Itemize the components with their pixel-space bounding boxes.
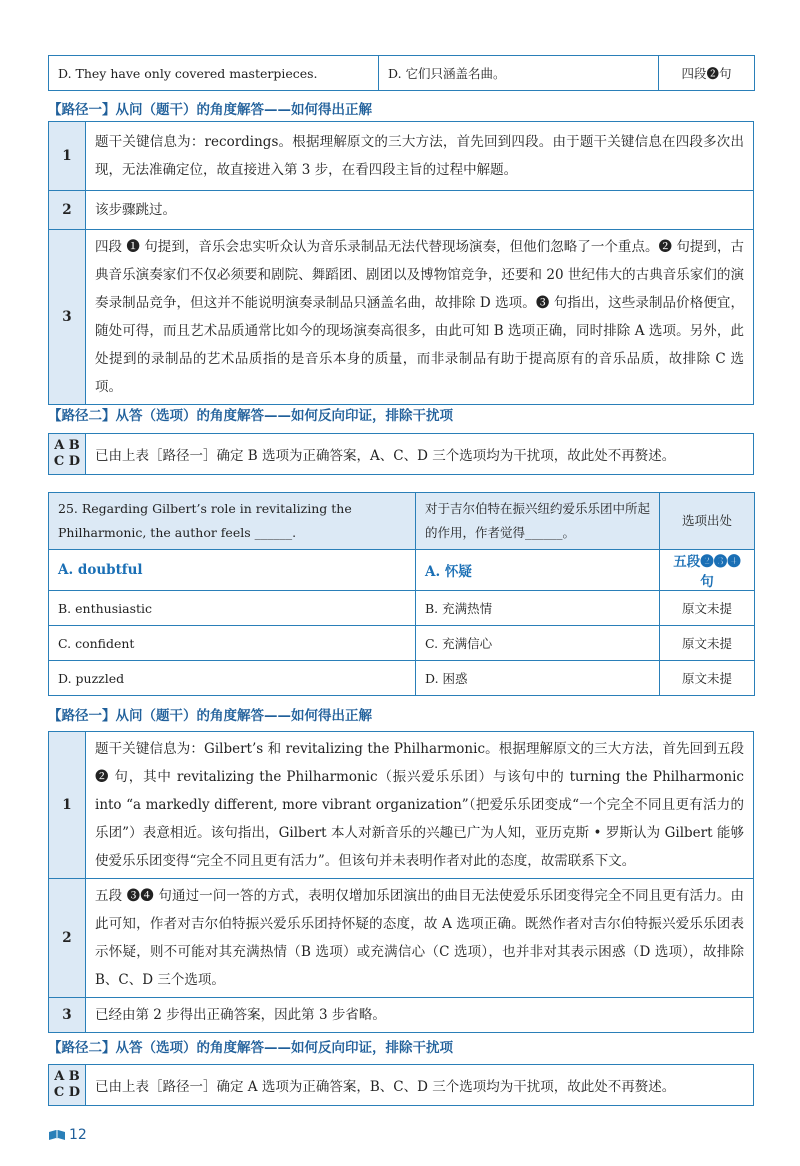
table-row [49, 122, 754, 191]
step-number: 2 [49, 191, 86, 230]
table-row [49, 626, 755, 661]
option-zh: C. 充满信心 [416, 626, 660, 661]
step-number: 1 [49, 732, 86, 879]
abcd-label-top: A B [54, 1069, 80, 1084]
step-number: 1 [49, 122, 86, 191]
page-number [48, 1127, 87, 1143]
option-source: 原文未提 [660, 661, 755, 696]
route2-text: 已由上表［路径一］确定 A 选项为正确答案，B、C、D 三个选项均为干扰项，故此处不再赘述。 [86, 1065, 754, 1106]
step-text: 四段 ❶ 句提到，音乐会忠实听众认为音乐录制品无法代替现场演奏，但他们忽略了一个重点。❷ 句提到，古典音乐演奏家们不仅必须要和剧院、舞蹈团、剧团以及博物馆竞争，还要和 20 世纪伟大的古典音乐家们的演奏录制品竞争，但这并不能说明演奏录制品只涵盖名曲，故排除 D 选项。❸ 句指出，这些录制品价格便宜，随处可得，而且艺术品质通常比如今的现场演奏高很多，由此可知 B 选项正确，同时排除 A 选项。另外，此处提到的录制品的艺术品质指的是音乐本身的质量，而非录制品有助于提高原有的音乐品质，故排除 C 选项。 [86, 230, 754, 405]
table-row [49, 661, 755, 696]
table-row-correct [49, 550, 755, 591]
question-zh: 对于吉尔伯特在振兴纽约爱乐乐团中所起的作用，作者觉得______。 [416, 493, 660, 550]
step-number: 3 [49, 998, 86, 1033]
step-number: 3 [49, 230, 86, 405]
abcd-label [49, 434, 86, 475]
page-number-text: 12 [69, 1127, 87, 1143]
step-text: 已经由第 2 步得出正确答案，因此第 3 步省略。 [86, 998, 754, 1033]
option-zh: B. 充满热情 [416, 591, 660, 626]
q24-route1-table [48, 121, 754, 405]
source-header: 选项出处 [660, 493, 755, 550]
option-en: D. puzzled [49, 661, 416, 696]
table-row [49, 56, 755, 91]
abcd-label-bottom: C D [53, 1085, 81, 1100]
option-source: 四段❷句 [659, 56, 755, 91]
option-source: 五段❷❸❹句 [660, 550, 755, 591]
option-zh: D. 它们只涵盖名曲。 [379, 56, 659, 91]
step-text: 题干关键信息为：recordings。根据理解原文的三大方法，首先回到四段。由于题干关键信息在四段多次出现，无法准确定位，故直接进入第 3 步，在看四段主旨的过程中解题。 [86, 122, 754, 191]
route-1-heading: 【路径一】从问（题干）的角度解答——如何得出正解 [48, 708, 372, 724]
abcd-label [49, 1065, 86, 1106]
step-text: 题干关键信息为：Gilbert’s 和 revitalizing the Philharmonic。根据理解原文的三大方法，首先回到五段 ❷ 句，其中 revitalizing the Philharmonic（振兴爱乐乐团）与该句中的 turning the Philharmonic into “a markedly different, more vibrant organization”（把爱乐乐团变成“一个完全不同且更有活力的乐团”）表意相近。该句指出，Gilbert 本人对新音乐的兴趣已广为人知，亚历克斯 • 罗斯认为 Gilbert 能够使爱乐乐团变得“完全不同且更有活力”。但该句并未表明作者对此的态度，故需联系下文。 [86, 732, 754, 879]
option-en: D. They have only covered masterpieces. [49, 56, 379, 91]
table-row [49, 1065, 754, 1106]
option-source: 原文未提 [660, 626, 755, 661]
book-icon [48, 1129, 66, 1141]
step-text: 该步骤跳过。 [86, 191, 754, 230]
route-1-heading: 【路径一】从问（题干）的角度解答——如何得出正解 [48, 102, 372, 118]
option-en: B. enthusiastic [49, 591, 416, 626]
step-number: 2 [49, 879, 86, 998]
option-zh: D. 困惑 [416, 661, 660, 696]
table-row [49, 191, 754, 230]
table-row [49, 230, 754, 405]
route-2-heading: 【路径二】从答（选项）的角度解答——如何反向印证，排除干扰项 [48, 408, 453, 424]
option-zh: A. 怀疑 [416, 550, 660, 591]
q25-route2-table [48, 1064, 754, 1106]
q25-option-table [48, 492, 755, 696]
table-header-row [49, 493, 755, 550]
abcd-label-bottom: C D [53, 454, 81, 469]
q24-route2-table [48, 433, 754, 475]
table-row [49, 732, 754, 879]
table-row [49, 434, 754, 475]
abcd-label-top: A B [54, 438, 80, 453]
route2-text: 已由上表［路径一］确定 B 选项为正确答案，A、C、D 三个选项均为干扰项，故此处不再赘述。 [86, 434, 754, 475]
table-row [49, 591, 755, 626]
q25-route1-table [48, 731, 754, 1033]
route-2-heading: 【路径二】从答（选项）的角度解答——如何反向印证，排除干扰项 [48, 1040, 453, 1056]
table-row [49, 879, 754, 998]
step-text: 五段 ❸❹ 句通过一问一答的方式，表明仅增加乐团演出的曲目无法使爱乐乐团变得完全不同且更有活力。由此可知，作者对吉尔伯特振兴爱乐乐团持怀疑的态度，故 A 选项正确。既然作者对吉尔伯特振兴爱乐乐团表示怀疑，则不可能对其充满热情（B 选项）或充满信心（C 选项），也并非对其表示困惑（D 选项），故排除 B、C、D 三个选项。 [86, 879, 754, 998]
option-table-top [48, 55, 755, 91]
option-en: C. confident [49, 626, 416, 661]
option-en: A. doubtful [49, 550, 416, 591]
question-en: 25. Regarding Gilbert’s role in revitalizing the Philharmonic, the author feels ______. [49, 493, 416, 550]
option-source: 原文未提 [660, 591, 755, 626]
table-row [49, 998, 754, 1033]
